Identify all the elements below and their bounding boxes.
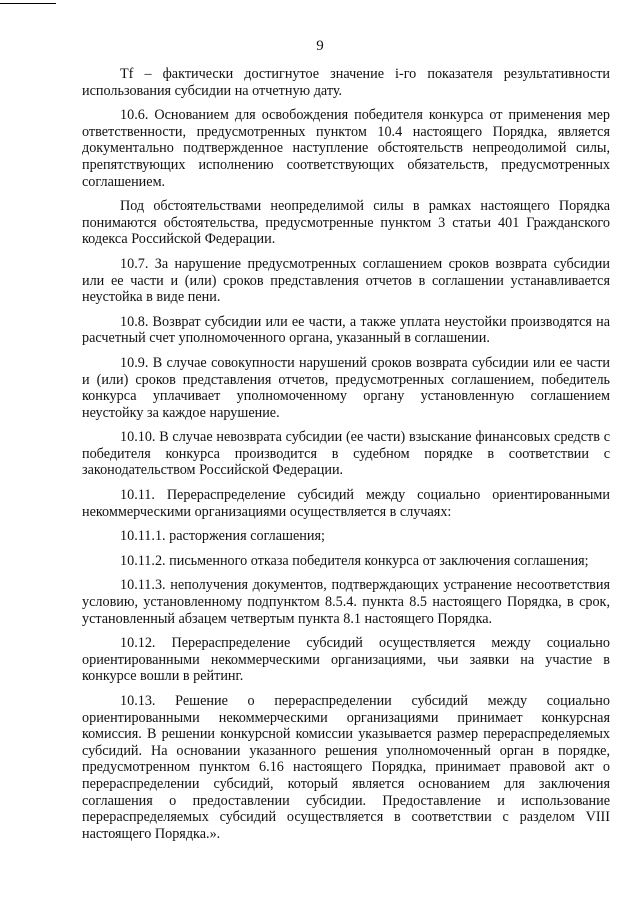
paragraph-10-11: 10.11. Перераспределение субсидий между социально ориентированными некоммерческими организациями осуществляется в случаях: xyxy=(82,487,610,520)
paragraph-10-7: 10.7. За нарушение предусмотренных соглашением сроков возврата субсидии или ее части и (или) сроков представления отчетов в соглашении устанавливается неустойка в виде пени. xyxy=(82,255,610,306)
corner-rule xyxy=(0,3,56,4)
paragraph-tf-definition: Tf – фактически достигнутое значение i-го показателя результативности использования субсидии на отчетную дату. xyxy=(82,66,610,99)
paragraph-10-6: 10.6. Основанием для освобождения победителя конкурса от применения мер ответственности, предусмотренных пунктом 10.4 настоящего Порядка, является документально подтвержденное наступление обстоятельств непреодолимой силы, препятствующих исполнению соответствующих обязательств, предусмотренных соглашением. xyxy=(82,107,610,190)
page-number: 9 xyxy=(316,38,324,54)
paragraph-10-11-3: 10.11.3. неполучения документов, подтверждающих устранение несоответствия условию, установленному подпунктом 8.5.4. пункта 8.5 настоящего Порядка, в срок, установленный абзацем четвертым пункта 8.1 настоящего Порядка. xyxy=(82,577,610,627)
paragraph-force-majeure: Под обстоятельствами неопределимой силы в рамках настоящего Порядка понимаются обстоятельства, предусмотренные пунктом 3 статьи 401 Гражданского кодекса Российской Федерации. xyxy=(82,198,610,248)
paragraph-10-11-1: 10.11.1. расторжения соглашения; xyxy=(120,528,325,545)
paragraph-10-10: 10.10. В случае невозврата субсидии (ее части) взыскание финансовых средств с победителя конкурса производится в судебном порядке в соответствии с законодательством Российской Федерации. xyxy=(82,429,610,479)
paragraph-10-9: 10.9. В случае совокупности нарушений сроков возврата субсидии или ее части и (или) сроков представления отчетов, предусмотренных соглашением, победитель конкурса уплачивает уполномоченному органу установленную соглашением неустойку за каждое нарушение. xyxy=(82,354,610,421)
paragraph-10-12: 10.12. Перераспределение субсидий осуществляется между социально ориентированными некоммерческими организациями, чьи заявки на участие в конкурсе вошли в рейтинг. xyxy=(82,635,610,685)
paragraph-10-11-2: 10.11.2. письменного отказа победителя конкурса от заключения соглашения; xyxy=(120,552,589,569)
paragraph-10-13: 10.13. Решение о перераспределении субсидий между социально ориентированными некоммерческими организациями принимает конкурсная комиссия. В решении конкурсной комиссии указывается размер перераспределяемых субсидий. На основании указанного решения уполномоченный орган в порядке, предусмотренном пунктом 6.16 настоящего Порядка, принимает правовой акт о перераспределении субсидий, который является основанием для заключения соглашения о предоставлении субсидии. Предоставление и использование перераспределяемых субсидий осуществляется в соответствии с разделом VIII настоящего Порядка.». xyxy=(82,693,610,842)
paragraph-10-8: 10.8. Возврат субсидии или ее части, а также уплата неустойки производятся на расчетный счет уполномоченного органа, указанный в соглашении. xyxy=(82,313,610,347)
document-body xyxy=(82,66,610,842)
